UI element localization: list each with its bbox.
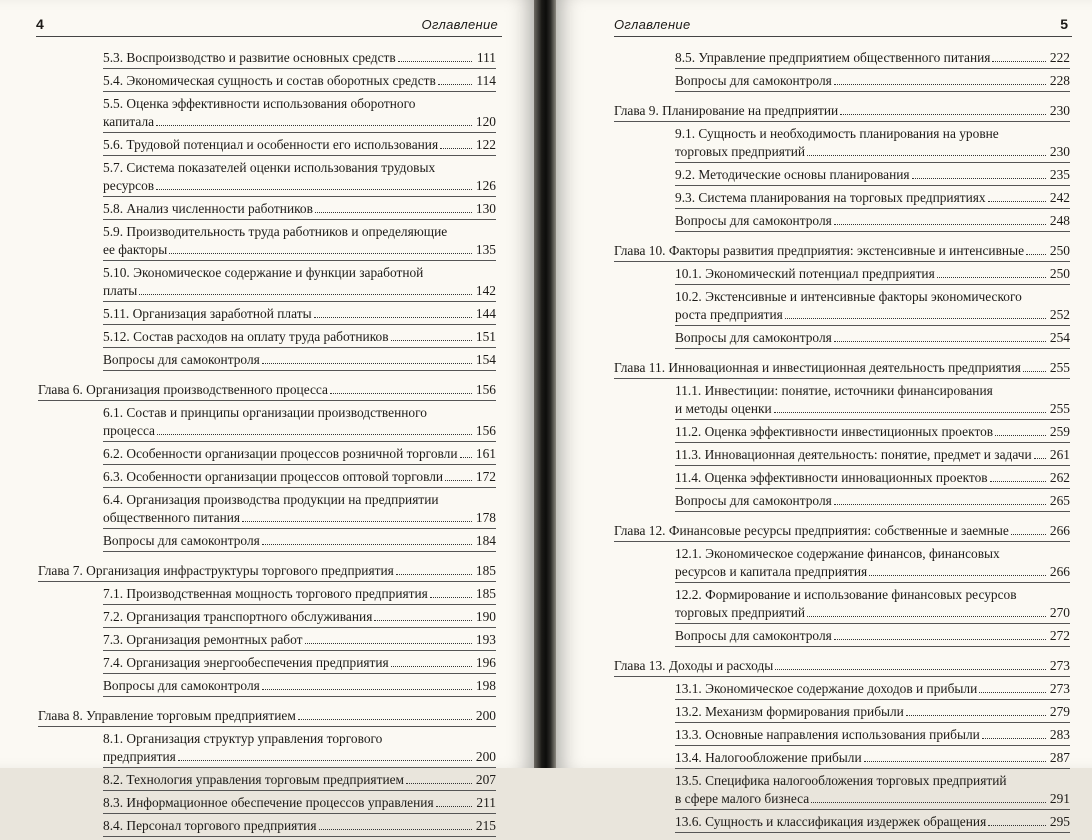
entry-title: 5.9. Производительность труда работников и определяющие (103, 224, 448, 239)
entry-title: 9.1. Сущность и необходимость планирования на уровне (675, 126, 999, 141)
entry-title: 12.1. Экономическое содержание финансов, финансовых (675, 546, 1000, 561)
dot-leader (315, 211, 472, 213)
toc-section-entry (675, 189, 1070, 209)
entry-page-number: 255 (1049, 401, 1070, 416)
entry-title: 5.4. Экономическая сущность и состав оборотных средств (103, 73, 436, 88)
entry-title: Вопросы для самоконтроля (675, 73, 832, 88)
entry-title: Глава 8. Управление торговым предприятием (38, 708, 296, 723)
entry-title: Вопросы для самоконтроля (675, 628, 832, 643)
dot-leader (139, 293, 472, 295)
entry-title: Глава 11. Инновационная и инвестиционная деятельность предприятия (614, 360, 1021, 375)
entry-page-number: 270 (1049, 605, 1070, 620)
entry-page-number: 287 (1049, 750, 1070, 765)
entry-page-number: 259 (1049, 424, 1070, 439)
entry-page-number: 215 (475, 818, 496, 833)
toc-section-entry (103, 136, 496, 156)
toc-section-entry (675, 813, 1070, 833)
left-page-header (36, 14, 502, 37)
entry-page-number: 154 (475, 352, 496, 367)
entry-page-number: 228 (1049, 73, 1070, 88)
entry-title: 5.8. Анализ численности работников (103, 201, 313, 216)
dot-leader (937, 276, 1046, 278)
dot-leader (391, 665, 472, 667)
entry-title-continuation: торговых предприятий (675, 144, 806, 159)
toc-section-entry (103, 585, 496, 605)
entry-title: 11.1. Инвестиции: понятие, источники финансирования (675, 383, 993, 398)
entry-page-number: 156 (475, 423, 496, 438)
dot-leader (834, 83, 1046, 85)
entry-title: 7.2. Организация транспортного обслуживания (103, 609, 373, 624)
entry-title: 13.1. Экономическое содержание доходов и прибыли (675, 681, 978, 696)
entry-title: 5.10. Экономическое содержание и функции заработной (103, 265, 424, 280)
entry-page-number: 184 (475, 533, 496, 548)
running-head: Оглавление (614, 17, 691, 32)
dot-leader (1026, 253, 1046, 255)
dot-leader (298, 718, 472, 720)
table-of-contents-right (614, 49, 1070, 836)
entry-page-number: 142 (475, 283, 496, 298)
running-head: Оглавление (421, 17, 498, 32)
entry-title: 11.4. Оценка эффективности инновационных проектов (675, 470, 988, 485)
entry-title: 7.1. Производственная мощность торгового предприятия (103, 586, 428, 601)
toc-chapter-entry (38, 562, 496, 582)
entry-title: Глава 7. Организация инфраструктуры торгового предприятия (38, 563, 394, 578)
dot-leader (314, 316, 472, 318)
toc-section-entry (103, 817, 496, 837)
entry-title: 13.4. Налогообложение прибыли (675, 750, 862, 765)
toc-section-entry (675, 545, 1070, 583)
entry-title: 8.4. Персонал торгового предприятия (103, 818, 317, 833)
dot-leader (912, 177, 1046, 179)
entry-title: 10.2. Экстенсивные и интенсивные факторы экономического (675, 289, 1022, 304)
entry-page-number: 230 (1049, 103, 1070, 118)
entry-page-number: 266 (1049, 564, 1070, 579)
entry-title-continuation: общественного питания (103, 510, 241, 525)
entry-page-number: 135 (475, 242, 496, 257)
dot-leader (988, 200, 1046, 202)
toc-section-entry (103, 445, 496, 465)
toc-section-entry (675, 125, 1070, 163)
toc-section-entry (675, 382, 1070, 420)
entry-title: 7.3. Организация ремонтных работ (103, 632, 303, 647)
entry-title: 8.1. Организация структур управления торгового (103, 731, 383, 746)
dot-leader (811, 801, 1046, 803)
dot-leader (374, 619, 472, 621)
entry-title: 5.11. Организация заработной платы (103, 306, 312, 321)
toc-section-entry (675, 726, 1070, 746)
entry-page-number: 250 (1049, 243, 1070, 258)
entry-page-number: 272 (1049, 628, 1070, 643)
entry-page-number: 235 (1049, 167, 1070, 182)
entry-title: Глава 6. Организация производственного процесса (38, 382, 328, 397)
entry-title-continuation: ее факторы (103, 242, 168, 257)
toc-section-entry (103, 95, 496, 133)
dot-leader (1034, 457, 1046, 459)
dot-leader (319, 828, 473, 830)
entry-page-number: 295 (1049, 814, 1070, 829)
entry-title-continuation: предприятия (103, 749, 176, 764)
toc-chapter-entry (38, 707, 496, 727)
entry-page-number: 291 (1049, 791, 1070, 806)
entry-title: Глава 10. Факторы развития предприятия: экстенсивные и интенсивные (614, 243, 1025, 258)
toc-section-entry (103, 264, 496, 302)
dot-leader (445, 479, 472, 481)
toc-section-entry (675, 72, 1070, 92)
dot-leader (262, 688, 472, 690)
toc-section-entry (103, 794, 496, 814)
entry-page-number: 273 (1049, 658, 1070, 673)
dot-leader (406, 782, 472, 784)
entry-title: 7.4. Организация энергообеспечения предприятия (103, 655, 389, 670)
entry-page-number: 273 (1049, 681, 1070, 696)
entry-page-number: 242 (1049, 190, 1070, 205)
entry-title: 8.2. Технология управления торговым предприятием (103, 772, 405, 787)
dot-leader (178, 759, 472, 761)
dot-leader (438, 83, 472, 85)
entry-page-number: 250 (1049, 266, 1070, 281)
dot-leader (834, 340, 1046, 342)
dot-leader (1023, 370, 1046, 372)
entry-title: 6.3. Особенности организации процессов оптовой торговли (103, 469, 444, 484)
entry-title: 13.3. Основные направления использования прибыли (675, 727, 980, 742)
toc-section-entry (675, 627, 1070, 647)
entry-title: 6.2. Особенности организации процессов розничной торговли (103, 446, 458, 461)
entry-title: Вопросы для самоконтроля (675, 493, 832, 508)
dot-leader (430, 596, 472, 598)
entry-page-number: 120 (475, 114, 496, 129)
dot-leader (906, 714, 1046, 716)
entry-page-number: 161 (475, 446, 496, 461)
toc-section-entry (103, 328, 496, 348)
entry-page-number: 130 (475, 201, 496, 216)
dot-leader (834, 638, 1046, 640)
entry-title: 10.1. Экономический потенциал предприятия (675, 266, 935, 281)
entry-page-number: 230 (1049, 144, 1070, 159)
entry-page-number: 261 (1049, 447, 1070, 462)
dot-leader (774, 411, 1046, 413)
entry-page-number: 178 (475, 510, 496, 525)
toc-section-entry (103, 404, 496, 442)
entry-title-continuation: платы (103, 283, 138, 298)
entry-title: 6.4. Организация производства продукции на предприятии (103, 492, 439, 507)
toc-section-entry (675, 680, 1070, 700)
entry-title: 12.2. Формирование и использование финансовых ресурсов (675, 587, 1017, 602)
entry-page-number: 151 (475, 329, 496, 344)
dot-leader (775, 668, 1046, 670)
toc-section-entry (675, 265, 1070, 285)
entry-title: Вопросы для самоконтроля (103, 533, 260, 548)
dot-leader (990, 480, 1046, 482)
dot-leader (1011, 533, 1046, 535)
toc-section-entry (103, 223, 496, 261)
right-page-header (614, 14, 1072, 37)
entry-page-number: 254 (1049, 330, 1070, 345)
entry-title-continuation: торговых предприятий (675, 605, 806, 620)
entry-title: Вопросы для самоконтроля (675, 330, 832, 345)
entry-title: 5.12. Состав расходов на оплату труда работников (103, 329, 389, 344)
toc-section-entry (103, 532, 496, 552)
toc-chapter-entry (38, 381, 496, 401)
entry-title: 13.2. Механизм формирования прибыли (675, 704, 904, 719)
toc-section-entry (103, 491, 496, 529)
entry-title: 5.6. Трудовой потенциал и особенности его использования (103, 137, 439, 152)
entry-title-continuation: в сфере малого бизнеса (675, 791, 810, 806)
toc-section-entry (675, 586, 1070, 624)
entry-title-continuation: капитала (103, 114, 155, 129)
entry-page-number: 200 (475, 708, 496, 723)
toc-chapter-entry (614, 102, 1070, 122)
entry-page-number: 207 (475, 772, 496, 787)
dot-leader (396, 573, 472, 575)
toc-section-entry (675, 212, 1070, 232)
entry-title: Вопросы для самоконтроля (103, 678, 260, 693)
entry-title-continuation: и методы оценки (675, 401, 772, 416)
dot-leader (992, 60, 1046, 62)
dot-leader (979, 691, 1046, 693)
toc-section-entry (103, 351, 496, 371)
entry-page-number: 265 (1049, 493, 1070, 508)
entry-page-number: 262 (1049, 470, 1070, 485)
dot-leader (156, 124, 472, 126)
toc-section-entry (675, 423, 1070, 443)
dot-leader (864, 760, 1046, 762)
dot-leader (262, 362, 472, 364)
entry-page-number: 248 (1049, 213, 1070, 228)
entry-title-continuation: процесса (103, 423, 155, 438)
toc-section-entry (103, 159, 496, 197)
entry-title: 5.5. Оценка эффективности использования оборотного (103, 96, 416, 111)
toc-section-entry (103, 72, 496, 92)
entry-title: Вопросы для самоконтроля (103, 352, 260, 367)
dot-leader (262, 543, 472, 545)
entry-page-number: 122 (475, 137, 496, 152)
toc-section-entry (675, 492, 1070, 512)
entry-title-continuation: роста предприятия (675, 307, 783, 322)
dot-leader (840, 113, 1046, 115)
entry-title: 13.6. Сущность и классификация издержек обращения (675, 814, 987, 829)
entry-page-number: 196 (475, 655, 496, 670)
toc-section-entry (103, 654, 496, 674)
right-page (556, 0, 1092, 829)
entry-title: Глава 12. Финансовые ресурсы предприятия: собственные и заемные (614, 523, 1009, 538)
toc-chapter-entry (614, 359, 1070, 379)
entry-title-continuation: ресурсов (103, 178, 155, 193)
entry-page-number: 255 (1049, 360, 1070, 375)
toc-section-entry (675, 749, 1070, 769)
toc-chapter-entry (614, 657, 1070, 677)
dot-leader (460, 456, 472, 458)
toc-section-entry (103, 49, 496, 69)
left-page (0, 0, 534, 833)
dot-leader (157, 433, 472, 435)
entry-page-number: 252 (1049, 307, 1070, 322)
entry-title: 6.1. Состав и принципы организации производственного (103, 405, 427, 420)
entry-title: Вопросы для самоконтроля (675, 213, 832, 228)
dot-leader (982, 737, 1046, 739)
toc-chapter-entry (614, 522, 1070, 542)
entry-page-number: 111 (476, 50, 496, 65)
toc-section-entry (675, 446, 1070, 466)
book-gutter (534, 0, 556, 768)
toc-section-entry (103, 608, 496, 628)
dot-leader (807, 154, 1046, 156)
dot-leader (869, 574, 1046, 576)
toc-section-entry (103, 677, 496, 697)
entry-page-number: 222 (1049, 50, 1070, 65)
entry-title: 5.7. Система показателей оценки использования трудовых (103, 160, 436, 175)
toc-section-entry (103, 631, 496, 651)
entry-page-number: 185 (475, 563, 496, 578)
entry-page-number: 114 (476, 73, 496, 88)
dot-leader (807, 615, 1046, 617)
toc-section-entry (675, 288, 1070, 326)
dot-leader (242, 520, 472, 522)
page-number: 5 (1060, 16, 1068, 32)
entry-page-number: 172 (475, 469, 496, 484)
entry-page-number: 279 (1049, 704, 1070, 719)
entry-title: 11.2. Оценка эффективности инвестиционных проектов (675, 424, 994, 439)
dot-leader (834, 223, 1046, 225)
entry-title: 8.5. Управление предприятием общественного питания (675, 50, 991, 65)
toc-section-entry (675, 49, 1070, 69)
entry-title: Глава 13. Доходы и расходы (614, 658, 774, 673)
toc-chapter-entry (614, 242, 1070, 262)
entry-title: 13.5. Специфика налогообложения торговых предприятий (675, 773, 1007, 788)
entry-title: 8.3. Информационное обеспечение процессов управления (103, 795, 434, 810)
entry-page-number: 144 (475, 306, 496, 321)
entry-page-number: 266 (1049, 523, 1070, 538)
dot-leader (156, 188, 472, 190)
page-number: 4 (36, 16, 44, 32)
entry-page-number: 156 (475, 382, 496, 397)
entry-title: 9.2. Методические основы планирования (675, 167, 910, 182)
dot-leader (398, 60, 472, 62)
entry-page-number: 185 (475, 586, 496, 601)
dot-leader (169, 252, 472, 254)
table-of-contents-left (38, 49, 496, 840)
dot-leader (305, 642, 473, 644)
dot-leader (834, 503, 1046, 505)
entry-page-number: 198 (475, 678, 496, 693)
entry-page-number: 283 (1049, 727, 1070, 742)
entry-title: Глава 9. Планирование на предприятии (614, 103, 839, 118)
dot-leader (391, 339, 472, 341)
dot-leader (988, 824, 1046, 826)
toc-section-entry (675, 772, 1070, 810)
entry-page-number: 211 (476, 795, 496, 810)
dot-leader (440, 147, 472, 149)
dot-leader (330, 392, 472, 394)
entry-page-number: 200 (475, 749, 496, 764)
entry-title: 9.3. Система планирования на торговых предприятиях (675, 190, 986, 205)
entry-title-continuation: ресурсов и капитала предприятия (675, 564, 868, 579)
entry-title: 5.3. Воспроизводство и развитие основных средств (103, 50, 396, 65)
dot-leader (995, 434, 1046, 436)
dot-leader (785, 317, 1046, 319)
toc-section-entry (103, 468, 496, 488)
entry-page-number: 126 (475, 178, 496, 193)
toc-section-entry (675, 703, 1070, 723)
toc-section-entry (675, 329, 1070, 349)
toc-section-entry (103, 771, 496, 791)
entry-page-number: 190 (475, 609, 496, 624)
entry-page-number: 193 (475, 632, 496, 647)
toc-section-entry (675, 166, 1070, 186)
entry-title: 11.3. Инновационная деятельность: понятие, предмет и задачи (675, 447, 1032, 462)
toc-section-entry (103, 730, 496, 768)
dot-leader (436, 805, 472, 807)
toc-section-entry (675, 469, 1070, 489)
toc-section-entry (103, 305, 496, 325)
toc-section-entry (103, 200, 496, 220)
